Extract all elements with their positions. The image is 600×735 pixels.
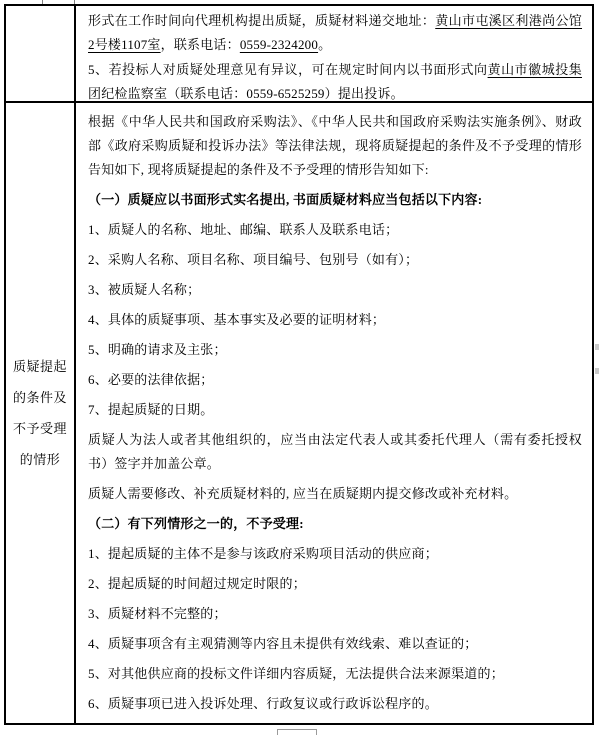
rejection-item-6: 6、质疑事项已进入投诉处理、行政复议或行政诉讼程序的。 <box>88 696 438 711</box>
text-segment: ，联系电话： <box>160 37 240 52</box>
submission-address-underlined: 黄山市屯溪区利港尚公馆2号楼1107室 <box>88 13 583 52</box>
rejection-item-2: 2、提起质疑的时间超过规定时限的； <box>88 576 306 591</box>
discipline-office-underlined: 黄山市徽城投集团纪检监察室 <box>88 62 582 101</box>
requirement-item-6: 6、必要的法律依据； <box>88 372 214 387</box>
text-segment: （联系电话： <box>167 86 247 101</box>
requirement-item-2: 2、采购人名称、项目名称、项目编号、包别号（如有）； <box>88 252 419 267</box>
text-segment: 5、若投标人对质疑处理意见有异议，可在规定时间内以书面形式向 <box>88 62 488 77</box>
office-phone-underlined: 0559-6525259 <box>246 86 325 101</box>
rejection-item-4: 4、质疑事项含有主观猜测等内容且未提供有效线索、难以查证的； <box>88 636 478 651</box>
text-segment: 。 <box>318 37 332 52</box>
legal-representative-note: 质疑人为法人或者其他组织的，应当由法定代表人或其委托代理人（需有委托授权书）签字并加盖公章。 <box>88 432 582 471</box>
row2-header-cell <box>6 103 76 723</box>
text-segment: 形式在工作时间向代理机构提出质疑，质疑材料递交地址： <box>88 13 436 28</box>
legal-basis-paragraph: 根据《中华人民共和国政府采购法》、《中华人民共和国政府采购法实施条例》、财政部《政府采购质疑和投诉办法》等法律法规，现将质疑提起的条件及不予受理的情形告知如下, 现将质疑提起的条件及不予受理的情形告知如下: <box>88 114 582 177</box>
text-segment: ）提出投诉。 <box>324 86 404 101</box>
table-edge-tick-2 <box>595 368 599 374</box>
contact-phone-underlined: 0559-2324200 <box>239 37 319 52</box>
complaint-channel-paragraph <box>88 58 582 103</box>
requirement-item-3: 3、被质疑人名称； <box>88 282 201 297</box>
row-header-label: 质疑提起的条件及不予受理的情形 <box>12 359 67 467</box>
row1-header-cell-empty <box>6 6 76 103</box>
requirement-item-7: 7、提起质疑的日期。 <box>88 402 214 417</box>
row2-content-cell <box>76 103 592 723</box>
rejection-item-5: 5、对其他供应商的投标文件详细内容质疑，无法提供合法来源渠道的； <box>88 666 504 681</box>
rejection-item-1: 1、提起质疑的主体不是参与该政府采购项目活动的供应商； <box>88 546 438 561</box>
requirement-item-5: 5、明确的请求及主张； <box>88 342 227 357</box>
requirement-item-1: 1、质疑人的名称、地址、邮编、联系人及联系电话； <box>88 222 399 237</box>
requirement-item-4: 4、具体的质疑事项、基本事实及必要的证明材料； <box>88 312 386 327</box>
rejection-item-3: 3、质疑材料不完整的； <box>88 606 227 621</box>
supplement-materials-note: 质疑人需要修改、补充质疑材料的, 应当在质疑期内提交修改或补充材料。 <box>88 486 518 501</box>
row1-content-cell <box>76 6 592 103</box>
objection-submission-paragraph <box>88 9 582 57</box>
section1-heading: （一）质疑应以书面形式实名提出, 书面质疑材料应当包括以下内容: <box>88 192 483 207</box>
cropped-cell-fragment-bottom <box>277 729 317 735</box>
table-edge-tick-1 <box>595 344 599 350</box>
procurement-objection-table <box>4 4 594 725</box>
section2-heading: （二）有下列情形之一的，不予受理: <box>88 516 304 531</box>
